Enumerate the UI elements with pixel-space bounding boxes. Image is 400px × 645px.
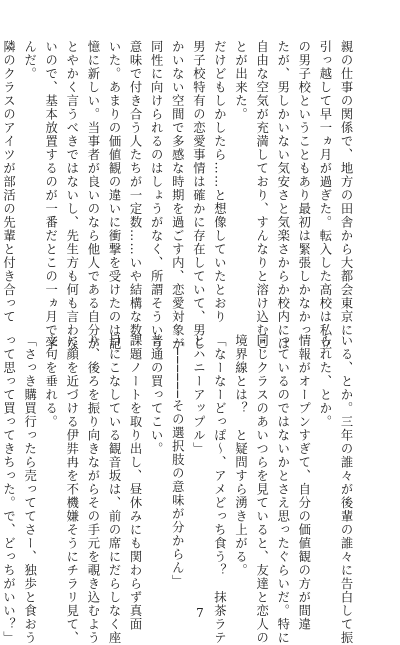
text-line: たが、男しかいない気安さと気楽さからか校内には: [275, 40, 290, 351]
text-line: っているのではないかとさえ思ったぐらいだ。特に: [275, 334, 290, 645]
text-line: 引っ越して早一ヵ月が過ぎた。転入した高校は私立: [317, 40, 332, 351]
text-line: 同じクラスのあいつらを見ていると、友達と恋人の: [254, 334, 269, 645]
page-number: 7: [196, 606, 204, 620]
text-line: とが出来た。: [233, 40, 248, 121]
text-line: の男子校ということもあり最初は緊張しかなかっ: [296, 40, 311, 337]
text-line: 自由な空気が充満しており、すんなりと溶け込むこ: [254, 40, 269, 351]
lower-text-block: [1, 334, 356, 645]
text-line: んだ。: [22, 40, 37, 81]
text-line: いた。あまりの価値観の違いに衝撃を受けたのは記: [106, 40, 121, 351]
text-line: って思って買ってきちった。で、どっちがいい？」: [1, 334, 16, 645]
text-line: とやかく言うべきではないし、先生方も何も言わな: [64, 40, 79, 351]
text-line: 文句を垂れる。: [43, 334, 58, 429]
text-line: 意味で付き合う人たちが一定数……いや結構な数: [128, 40, 143, 337]
text-line: り、後ろを振り向きながらその手元を覗き込むよう: [85, 334, 100, 645]
text-line: とハニーアップル」: [191, 334, 206, 456]
upper-text-block: [1, 40, 356, 351]
text-line: 親の仕事の関係で、地方の田舎から大都会東京に: [339, 40, 353, 337]
text-line: いので、基本放置するのが一番だとこの一ヵ月で学: [43, 40, 58, 351]
text-line: いる、とか。三年の誰々が後輩の誰々に告白して振: [339, 334, 353, 645]
text-line: だけどもしかしたら……と想像していたとおり: [212, 40, 227, 324]
text-line: られた、とか。: [317, 334, 332, 429]
text-line: かいない空間で多感な時期を過ごす内、恋愛対象が: [170, 40, 185, 351]
text-line: 普通の買ってこい。: [149, 334, 164, 456]
text-line: 男子校特有の恋愛事情は確かに存在していて、男し: [191, 40, 206, 351]
text-line: 「──────その選択肢の意味が分からん」: [170, 334, 185, 589]
text-line: に顔を近づける伊弉冉を不機嫌そうにチラリ見て、: [64, 334, 79, 645]
text-line: 同性に向けられるのはしょうがなく、所謂そういう: [149, 40, 164, 351]
text-line: 境界線とは？ と疑問すら湧き上がる。: [233, 334, 248, 577]
text-line: 隣のクラスのアイツが部活の先輩と付き合って: [1, 40, 16, 324]
text-line: 課題ノートを取り出し、昼休みにも関わらず真面: [128, 334, 143, 631]
text-line: 「さっき購買行ったら売っててさー、独歩と食おう: [22, 334, 37, 645]
text-line: 憶に新しい。当事者が良いのなら他人である自分が: [85, 40, 100, 351]
text-line: 情報がオープンすぎて、自分の価値観の方が間違: [296, 334, 311, 631]
text-line: 目にこなしている観音坂は、前の席にだらしなく座: [106, 334, 121, 645]
text-line: 「なーなーどっぽ～、アメどっち食う？ 抹茶ラテ: [212, 334, 227, 645]
